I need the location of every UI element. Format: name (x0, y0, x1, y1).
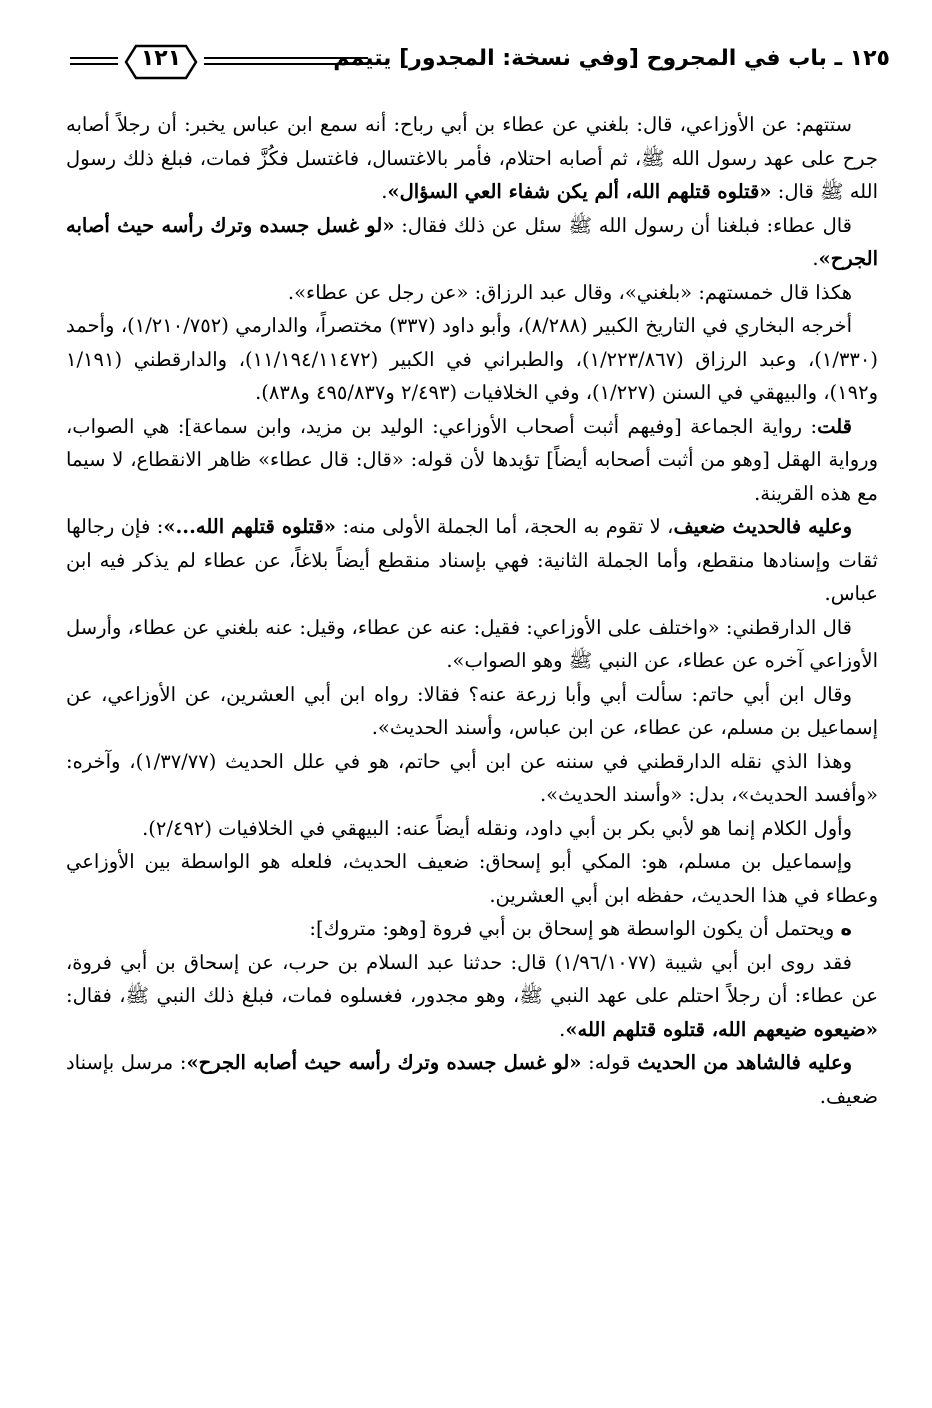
text-run: وإسماعيل بن مسلم، هو: المكي أبو إسحاق: ضعيف الحديث، فلعله هو الواسطة بين الأوزاعي وعطاء في هذا الحديث، حفظه ابن أبي العشرين. (66, 850, 878, 907)
text-run: : مرسل بإسناد ضعيف. (66, 1051, 878, 1108)
paragraph (66, 410, 878, 511)
text-run: . (559, 1017, 566, 1041)
text-run: . (812, 247, 819, 270)
paragraph (66, 276, 878, 310)
bold-text: «ضيعوه ضيعهم الله، قتلوه قتلهم الله» (565, 1017, 878, 1041)
bold-text: «لو غسل جسده وترك رأسه حيث أصابه الجرح» (186, 1051, 582, 1074)
running-title: ١٢٥ ـ باب في المجروح [وفي نسخة: المجدور] يتيمم (333, 46, 890, 71)
text-run: فقد روى ابن أبي شيبة (١/٩٦/١٠٧٧) قال: حدثنا عبد السلام بن حرب، عن إسحاق بن أبي فروة، عن عطاء: أن رجلاً احتلم على عهد النبي ﷺ، وهو مجدور، فغسلوه فمات، فبلغ ذلك النبي ﷺ، فقال: (66, 950, 878, 1007)
paragraph (66, 745, 878, 812)
page-number-badge (118, 42, 204, 82)
text-run: ستتهم: عن الأوزاعي، قال: بلغني عن عطاء بن أبي رباح: أنه سمع ابن عباس يخبر: أن رجلاً أصابه جرح على عهد رسول الله ﷺ، ثم أصابه احتلام، فأمر بالاغتسال، فاغتسل فكُزَّ فمات، فبلغ ذلك رسول الله ﷺ قال: (66, 113, 878, 203)
text-run: : فإن رجالها ثقات وإسنادها منقطع، وأما الجملة الثانية: فهي بإسناد منقطع أيضاً بلاغاً، عن عطاء لم يذكر فيه ابن عباس. (66, 515, 878, 605)
text-run: : رواية الجماعة [وفيهم أثبت أصحاب الأوزاعي: الوليد بن مزيد، وابن سماعة]: هي الصواب، ورواية الهقل [وهو من أثبت أصحابه أيضاً] تؤيدها لأن قوله: «قال: قال عطاء» ظاهر الانقطاع، لا سيما مع هذه القرينة. (66, 414, 878, 505)
text-run: قوله: (581, 1051, 638, 1074)
text-run: ويحتمل أن يكون الواسطة هو إسحاق بن أبي فروة [وهو: متروك]: (309, 917, 841, 940)
bullet-icon: ه (840, 917, 852, 940)
paragraph (66, 678, 878, 745)
text-run: وقال ابن أبي حاتم: سألت أبي وأبا زرعة عنه؟ فقالا: رواه ابن أبي العشرين، عن الأوزاعي، عن إسماعيل بن مسلم، عن عطاء، عن ابن عباس، وأسند الحديث». (66, 682, 878, 739)
paragraph (66, 611, 878, 678)
text-run: وهذا الذي نقله الدارقطني في سننه عن ابن أبي حاتم، هو في علل الحديث (١/٣٧/٧٧)، وآخره: «وأفسد الحديث»، بدل: «وأسند الحديث». (66, 749, 878, 806)
bold-text: «قتلوه قتلهم الله، ألم يكن شفاء العي السؤال» (387, 180, 772, 203)
page-number: ١٢١ (140, 46, 182, 71)
paragraph (66, 946, 878, 1047)
paragraph (66, 812, 878, 846)
paragraph (66, 309, 878, 410)
body-text (66, 108, 878, 1113)
paragraph (66, 209, 878, 276)
page-header (70, 38, 890, 98)
bold-text: «قتلوه قتلهم الله...» (163, 515, 336, 538)
paragraph (66, 1046, 878, 1113)
paragraph (66, 912, 878, 946)
bold-text: وعليه فالشاهد من الحديث (637, 1051, 852, 1074)
text-run: وأول الكلام إنما هو لأبي بكر بن أبي داود، ونقله أيضاً عنه: البيهقي في الخلافيات (٢/٤٩٢). (142, 816, 852, 840)
paragraph (66, 510, 878, 611)
paragraph (66, 108, 878, 209)
text-run: . (381, 180, 388, 203)
paragraph (66, 845, 878, 912)
text-run: ، لا تقوم به الحجة، أما الجملة الأولى منه: (336, 515, 674, 538)
text-run: أخرجه البخاري في التاريخ الكبير (٨/٢٨٨)، وأبو داود (٣٣٧) مختصراً، والدارمي (١/٢١٠/٧٥٢)، وأحمد (١/٣٣٠)، وعبد الرزاق (١/٢٢٣/٨٦٧)، والطبراني في الكبير (١١/١٩٤/١١٤٧٢)، والدارقطني (١/١٩١ و١٩٢)، والبيهقي في السنن (١/٢٢٧)، وفي الخلافيات (٢/٤٩٣ و٤٩٥/٨٣٧ و٨٣٨). (66, 314, 878, 404)
bold-text: وعليه فالحديث ضعيف (673, 515, 853, 538)
bold-text: قلت (817, 414, 852, 438)
text-run: هكذا قال خمستهم: «بلغني»، وقال عبد الرزاق: «عن رجل عن عطاء». (287, 280, 852, 304)
text-run: قال الدارقطني: «واختلف على الأوزاعي: فقيل: عنه عن عطاء، وقيل: عنه بلغني عن عطاء، وأرسل الأوزاعي آخره عن عطاء، عن النبي ﷺ وهو الصواب». (66, 615, 878, 672)
bold-text: «لو غسل جسده وترك رأسه حيث أصابه الجرح» (66, 213, 878, 270)
text-run: قال عطاء: فبلغنا أن رسول الله ﷺ سئل عن ذلك فقال: (394, 213, 853, 237)
